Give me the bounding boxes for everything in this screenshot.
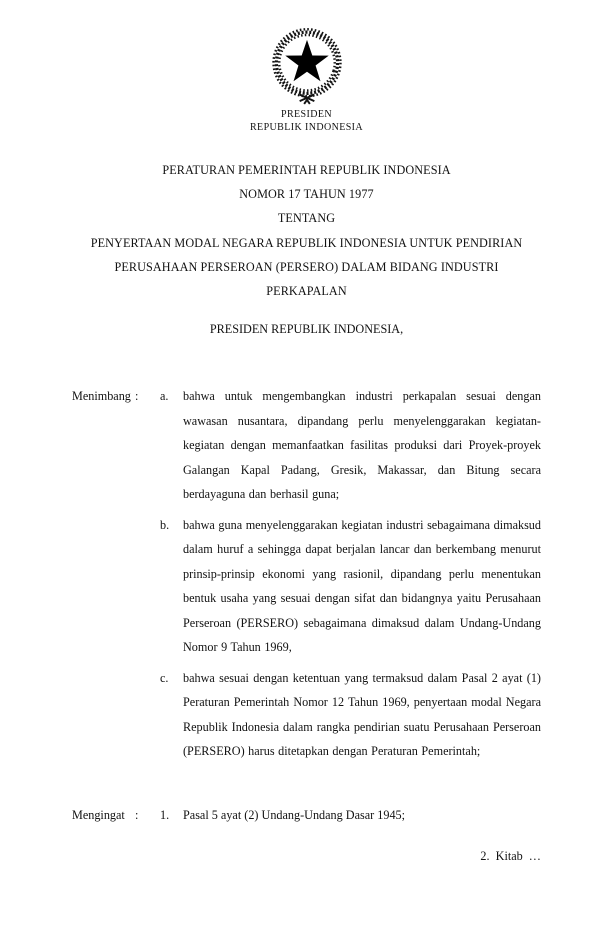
clauses <box>72 384 541 827</box>
clause-colon: : <box>135 389 139 404</box>
item-marker: a. <box>160 389 169 404</box>
title-line-5: PERUSAHAAN PERSEROAN (PERSERO) DALAM BIDANG INDUSTRI <box>114 259 499 274</box>
title-line-6: PERKAPALAN <box>266 284 347 299</box>
title-line-2: NOMOR 17 TAHUN 1977 <box>239 187 374 202</box>
item-text: bahwa untuk mengembangkan industri perkapalan sesuai dengan wawasan nusantara, dipandang perlu menyelenggarakan kegiatan-kegiatan dengan memanfaatkan fasilitas produksi dari Proyek-proyek Galangan Kapal Padang, Gresik, Makassar, dan Bitung secara berdayaguna dan berhasil guna; <box>183 389 541 502</box>
star-icon <box>285 40 328 81</box>
item-text: Pasal 5 ayat (2) Undang-Undang Dasar 1945; <box>183 807 406 822</box>
considering-item-b <box>160 513 541 660</box>
clause-label-mengingat: Mengingat <box>72 807 125 822</box>
letterhead-text <box>72 109 541 134</box>
recalling-item-1 <box>160 803 541 828</box>
regulation-title <box>72 158 541 303</box>
item-text: bahwa guna menyelenggarakan kegiatan industri sebagaimana dimaksud dalam huruf a sehingga dapat berjalan lancar dan berkembang menurut prinsip-prinsip ekonomi yang rasionil, dipandang perlu menentukan bentuk usaha yang sesuai dengan sifat dan bidangnya yaitu Perusahaan Perseroan (PERSERO) sebagaimana dimaksud dalam Undang-Undang Nomor 9 Tahun 1969, <box>183 517 541 655</box>
letterhead <box>72 26 541 134</box>
item-marker: c. <box>160 670 169 685</box>
item-text: bahwa sesuai dengan ketentuan yang termaksud dalam Pasal 2 ayat (1) Peraturan Pemerintah Nomor 12 Tahun 1969, penyertaan modal Negara Republik Indonesia dalam rangka pendirian suatu Perusahaan Perseroan (PERSERO) harus ditetapkan dengan Peraturan Pemerintah; <box>183 670 541 759</box>
considering-item-c <box>160 666 541 764</box>
title-line-3: TENTANG <box>277 211 336 226</box>
item-marker: b. <box>160 517 170 532</box>
considering-items <box>160 384 541 764</box>
letterhead-line-presiden: PRESIDEN <box>281 109 332 120</box>
item-marker: 1. <box>160 807 170 822</box>
recalling-items <box>160 803 541 828</box>
considering-item-a <box>160 384 541 507</box>
clause-colon: : <box>135 807 139 822</box>
clause-recalling <box>72 803 541 828</box>
clause-label-menimbang: Menimbang <box>72 389 131 404</box>
title-line-1: PERATURAN PEMERINTAH REPUBLIK INDONESIA <box>162 163 451 177</box>
salutation: PRESIDEN REPUBLIK INDONESIA, <box>209 322 404 337</box>
ribbon-icon <box>299 95 314 104</box>
emblem-container <box>72 26 541 106</box>
title-line-4: PENYERTAAN MODAL NEGARA REPUBLIK INDONESIA UNTUK PENDIRIAN <box>90 235 523 250</box>
star-wreath-emblem-icon <box>265 26 349 106</box>
letterhead-line-republik: REPUBLIK INDONESIA <box>249 121 364 133</box>
clause-considering <box>72 384 541 764</box>
catchword: 2. Kitab … <box>480 849 541 864</box>
